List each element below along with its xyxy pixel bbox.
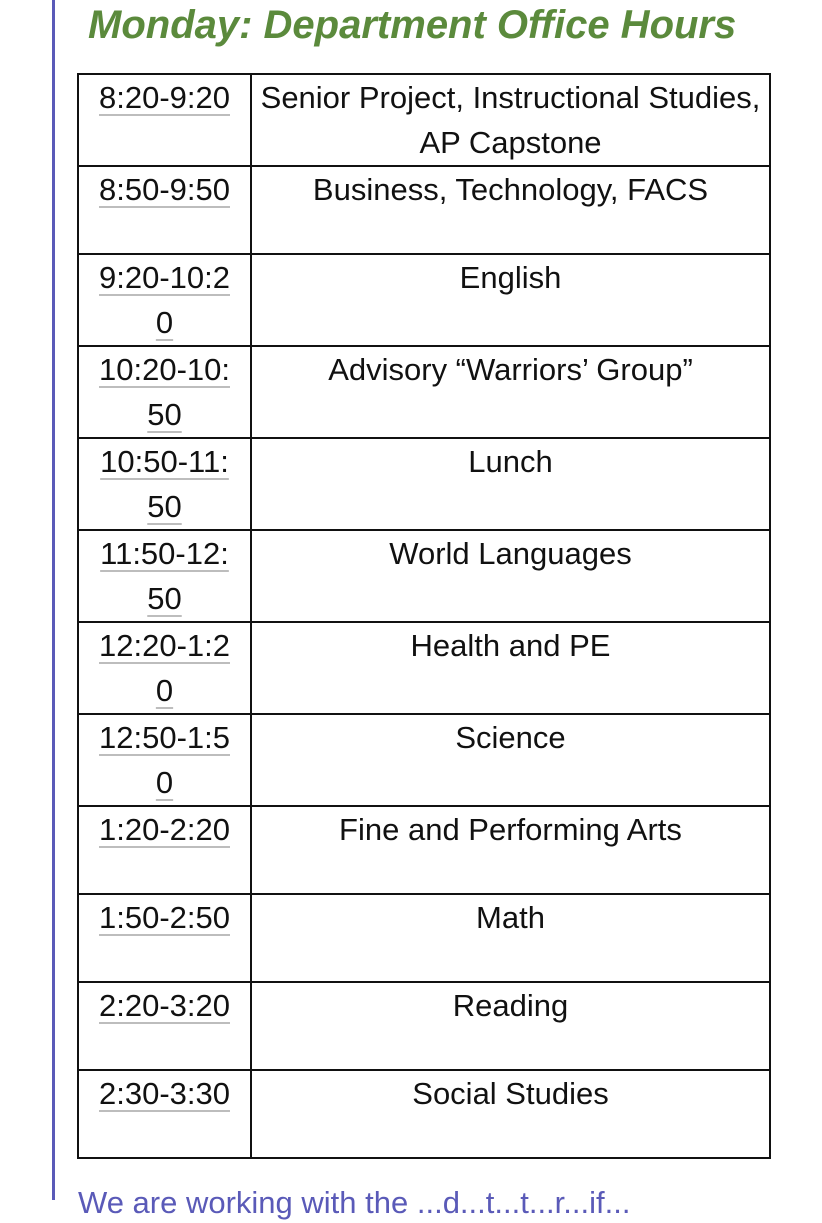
time-cell [78,254,251,346]
time-cell [78,622,251,714]
time-cell [78,438,251,530]
department-cell: Science [251,714,770,806]
schedule-body [78,74,770,1158]
time-cell [78,894,251,982]
schedule-table [77,73,771,1159]
time-link[interactable]: 9:20-10:20 [99,260,230,340]
department-cell: English [251,254,770,346]
department-cell: Health and PE [251,622,770,714]
department-cell: Fine and Performing Arts [251,806,770,894]
time-cell [78,714,251,806]
time-cell [78,346,251,438]
time-link[interactable]: 8:20-9:20 [99,80,230,115]
time-cell [78,530,251,622]
department-cell: Senior Project, Instructional Studies, AP Capstone [251,74,770,166]
page-title: Monday: Department Office Hours [88,3,737,47]
table-row [78,982,770,1070]
table-row [78,1070,770,1158]
time-cell [78,74,251,166]
time-cell [78,982,251,1070]
left-margin-rule [52,0,55,1200]
department-cell: World Languages [251,530,770,622]
table-row [78,254,770,346]
department-cell: Reading [251,982,770,1070]
table-row [78,622,770,714]
time-link[interactable]: 1:20-2:20 [99,812,230,847]
time-link[interactable]: 2:20-3:20 [99,988,230,1023]
table-row [78,894,770,982]
table-row [78,714,770,806]
time-cell [78,166,251,254]
table-row [78,74,770,166]
table-row [78,530,770,622]
time-link[interactable]: 10:50-11:50 [100,444,229,524]
table-row [78,166,770,254]
time-link[interactable]: 11:50-12:50 [100,536,229,616]
department-cell: Math [251,894,770,982]
time-link[interactable]: 8:50-9:50 [99,172,230,207]
table-row [78,438,770,530]
time-link[interactable]: 12:20-1:20 [99,628,230,708]
table-row [78,806,770,894]
time-link[interactable]: 12:50-1:50 [99,720,230,800]
footer-text-cut-off: We are working with the ...d...t...t...r...if... [78,1185,631,1220]
time-link[interactable]: 2:30-3:30 [99,1076,230,1111]
time-link[interactable]: 1:50-2:50 [99,900,230,935]
time-link[interactable]: 10:20-10:50 [99,352,230,432]
department-cell: Lunch [251,438,770,530]
department-cell: Advisory “Warriors’ Group” [251,346,770,438]
department-cell: Social Studies [251,1070,770,1158]
table-row [78,346,770,438]
department-cell: Business, Technology, FACS [251,166,770,254]
time-cell [78,806,251,894]
time-cell [78,1070,251,1158]
